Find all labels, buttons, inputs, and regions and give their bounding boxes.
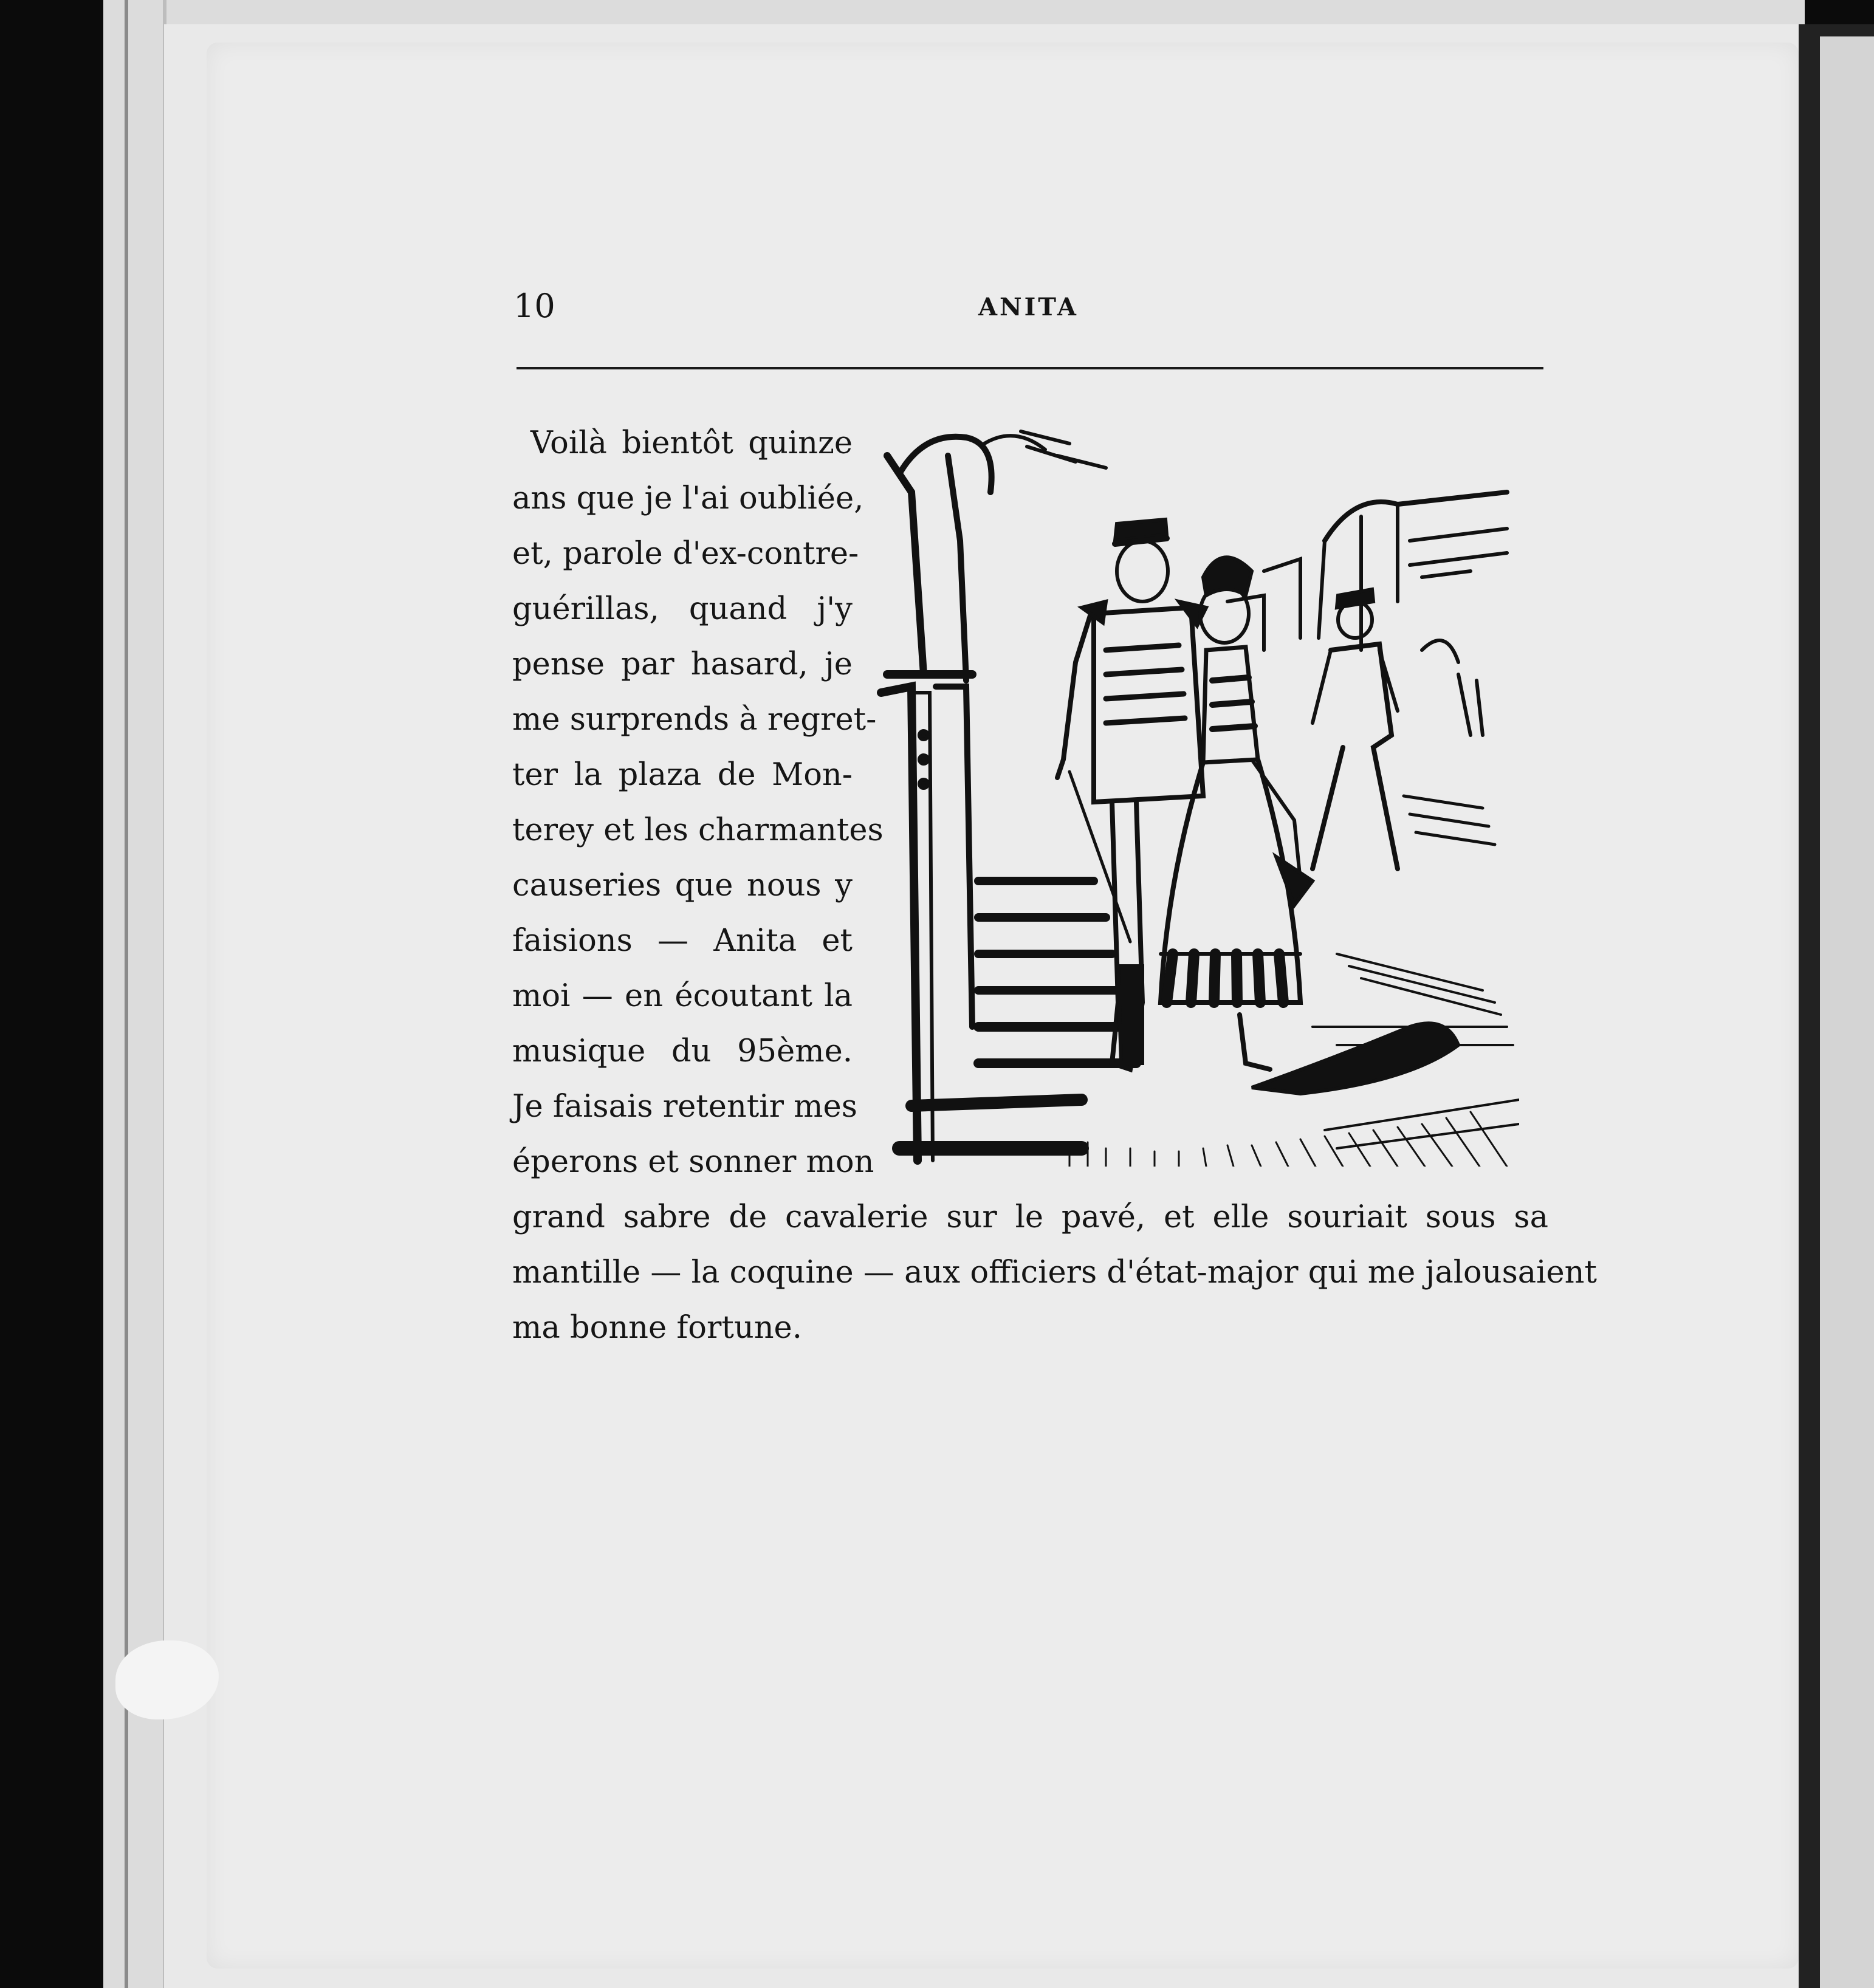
- running-head: ANITA: [978, 293, 1079, 321]
- text-line: ans que je l'ai oubliée,: [512, 481, 864, 516]
- text-line: faisions — Anita et: [512, 923, 853, 959]
- text-line: Voilà bientôt quinze: [530, 425, 853, 461]
- text-line: causeries que nous y: [512, 868, 853, 903]
- woodcut-illustration: [875, 419, 1519, 1167]
- text-line: mantille — la coquine — aux officiers d'état-major qui me jalousaient: [512, 1255, 1597, 1290]
- text-line: ter la plaza de Mon-: [512, 757, 853, 793]
- text-line: guérillas, quand j'y: [512, 591, 853, 627]
- text-line: me surprends à regret-: [512, 702, 877, 738]
- text-line: grand sabre de cavalerie sur le pavé, et elle souriait sous sa: [512, 1199, 1548, 1235]
- text-line: musique du 95ème.: [512, 1033, 853, 1069]
- text-line: moi — en écoutant la: [512, 978, 853, 1014]
- text-line: et, parole d'ex-contre-: [512, 536, 859, 572]
- text-line: pense par hasard, je: [512, 646, 853, 682]
- text-line: éperons et sonner mon: [512, 1144, 874, 1180]
- adjacent-page: [1820, 36, 1874, 1988]
- page-number: 10: [513, 287, 555, 325]
- header-rule: [517, 367, 1543, 369]
- text-line: Je faisais retentir mes: [512, 1089, 857, 1125]
- text-line: terey et les charmantes: [512, 812, 884, 848]
- text-line: ma bonne fortune.: [512, 1310, 802, 1346]
